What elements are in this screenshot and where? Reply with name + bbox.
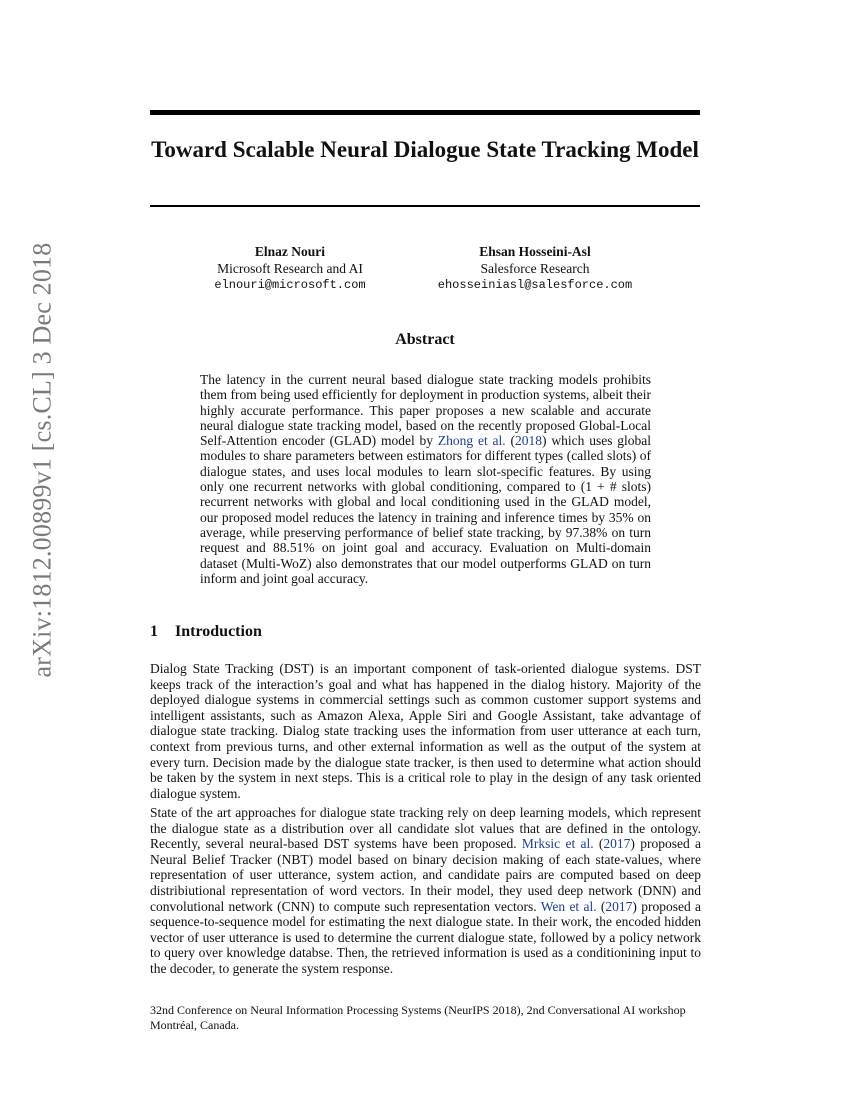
section-title: Introduction <box>175 623 262 640</box>
author-email[interactable]: ehosseiniasl@salesforce.com <box>437 278 633 292</box>
author-block-2 <box>430 244 640 294</box>
citation-year-link[interactable]: 2018 <box>515 433 543 449</box>
author-email[interactable]: elnouri@microsoft.com <box>214 278 366 292</box>
paragraph-part-b: ) proposed a Neural Belief Tracker (NBT) model based on binary decision making of each state-values, where representation of user utterance, system action, and candidate pairs are computed based on deep distribiutional representation of word vectors. In their model, they used deep network (DNN) and convolutional network (CNN) to compute such representation vectors. <box>150 836 701 914</box>
conference-footnote <box>150 1003 710 1032</box>
citation-paren: ( <box>593 836 604 852</box>
footnote-line-1: 32nd Conference on Neural Information Processing Systems (NeurIPS 2018), 2nd Conversational AI workshop <box>150 1003 686 1017</box>
citation-link[interactable]: Wen et al. <box>540 898 597 914</box>
intro-paragraph-2 <box>150 805 701 977</box>
author-affiliation: Salesforce Research <box>480 260 590 276</box>
paragraph-part-c: ) proposed a sequence-to-sequence model for estimating the next dialogue state. In their work, the encoded hidden vector of user utterance is used to determine the current dialogue state, followed by a policy network to query over knowledge databse. Then, the retrieved information is used as a conditionining input to the decoder, to generate the system response. <box>150 898 702 976</box>
author-name: Ehsan Hosseini-Asl <box>479 244 591 259</box>
section-number: 1 <box>150 623 158 640</box>
arxiv-sidebar <box>22 120 62 800</box>
arxiv-identifier: arXiv:1812.00899v1 [cs.CL] 3 Dec 2018 <box>27 242 57 678</box>
paper-title: Toward Scalable Neural Dialogue State Tracking Model <box>151 137 699 162</box>
citation-link[interactable]: Zhong et al. <box>437 433 506 449</box>
paragraph-part-a: State of the art approaches for dialogue state tracking rely on deep learning models, which represent the dialogue state as a distribution over all candidate slot values that are defined in the ontology. Recently, several neural-based DST systems have been proposed. <box>150 805 701 852</box>
citation-year-link[interactable]: 2017 <box>605 898 633 914</box>
abstract-heading: Abstract <box>395 331 455 348</box>
title-top-rule <box>150 110 700 115</box>
intro-paragraph-1: Dialog State Tracking (DST) is an important component of task-oriented dialogue systems. DST keeps track of the interaction’s goal and what has happened in the dialog history. Majority of the deployed dialogue systems in commercial settings such as common customer support systems and intelligent assistants, such as Amazon Alexa, Apple Siri and Google Assistant, take advantage of dialogue state tracking. Dialog state tracking uses the information from user utterance at each turn, context from previous turns, and other external information as well as the output of the system at every turn. Decision made by the dialogue state tracker, is then used to determine what action should be taken by the system in next steps. This is a critical role to play in the design of any task oriented dialogue system. <box>150 661 701 801</box>
citation-year-link[interactable]: 2017 <box>603 836 631 852</box>
abstract-part-2: ) which uses global modules to share parameters between estimators for different types (called slots) of dialogue states, and uses local modules to learn slot-specific features. By using only one recurrent networks with global conditioning, compared to (1 + # slots) recurrent networks with global and local conditioning used in the GLAD model, our proposed model reduces the latency in training and inference times by 35% on average, while preserving performance of belief state tracking, by 97.38% on turn request and 88.51% on joint goal and accuracy. Evaluation on Multi-domain dataset (Multi-WoZ) also demonstrates that our model outperforms GLAD on turn inform and joint goal accuracy. <box>200 433 652 586</box>
author-block-1 <box>190 244 390 294</box>
citation-paren: ( <box>505 433 516 449</box>
author-affiliation: Microsoft Research and AI <box>217 260 363 276</box>
citation-paren: ( <box>596 898 606 914</box>
title-bottom-rule <box>150 205 700 207</box>
author-name: Elnaz Nouri <box>254 244 326 259</box>
footnote-line-2: Montréal, Canada. <box>150 1017 239 1032</box>
citation-link[interactable]: Mrksic et al. <box>521 836 594 852</box>
abstract-text <box>200 372 651 586</box>
abstract-part-1: The latency in the current neural based dialogue state tracking models prohibits them from being used efficiently for deployment in production systems, albeit their highly accurate performance. This paper proposes a new scalable and accurate neural dialogue state tracking model, based on the recently proposed Global-Local Self-Attention encoder (GLAD) model by <box>200 372 651 449</box>
section-heading-introduction <box>150 623 262 641</box>
